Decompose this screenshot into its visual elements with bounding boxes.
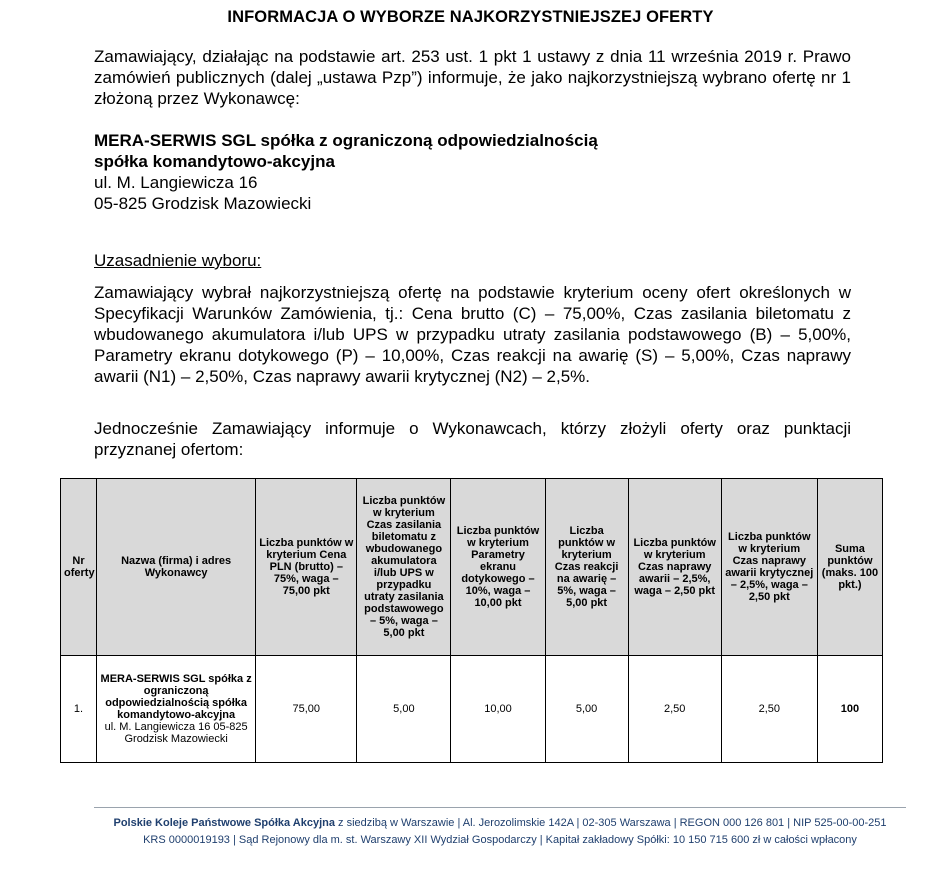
cell-repair-points: 2,50 <box>628 656 721 763</box>
footer-company-name: Polskie Koleje Państwowe Spółka Akcyjna <box>113 817 335 829</box>
table-row <box>61 656 883 763</box>
header-screen-points: Liczba punktów w kryterium Parametry ekranu dotykowego – 10%, waga – 10,00 pkt <box>451 479 545 656</box>
cell-screen-points: 10,00 <box>451 656 545 763</box>
contractor-name-line2: spółka komandytowo-akcyjna <box>94 152 335 171</box>
header-offer-number: Nr oferty <box>61 479 97 656</box>
footer-company-details: z siedzibą w Warszawie | Al. Jerozolimskie 142A | 02-305 Warszawa | REGON 000 126 801 | NIP 525-00-00-251 <box>335 817 887 829</box>
footer-line-1 <box>94 817 906 829</box>
footer-line-2: KRS 0000019193 | Sąd Rejonowy dla m. st. Warszawy XII Wydział Gospodarczy | Kapitał zakładowy Spółki: 10 150 715 600 zł w całości wpłacony <box>143 834 857 846</box>
contractor-street: ul. M. Langiewicza 16 <box>94 173 258 192</box>
header-price-points: Liczba punktów w kryterium Cena PLN (brutto) – 75%, waga – 75,00 pkt <box>256 479 357 656</box>
header-power-time-points: Liczba punktów w kryterium Czas zasilania biletomatu z wbudowanego akumulatora i/lub UPS w przypadku utraty zasilania podstawowego – 5%, waga – 5,00 pkt <box>357 479 451 656</box>
additional-paragraph: Jednocześnie Zamawiający informuje o Wykonawcach, którzy złożyli oferty oraz punktacji przyznanej ofertom: <box>94 419 851 459</box>
document-title: INFORMACJA O WYBORZE NAJKORZYSTNIEJSZEJ OFERTY <box>227 8 714 26</box>
header-reaction-points: Liczba punktów w kryterium Czas reakcji na awarię – 5%, waga – 5,00 pkt <box>545 479 628 656</box>
cell-total-points: 100 <box>817 656 882 763</box>
header-repair-points: Liczba punktów w kryterium Czas naprawy awarii – 2,5%, waga – 2,50 pkt <box>628 479 721 656</box>
cell-offer-number: 1. <box>61 656 97 763</box>
cell-contractor-address: ul. M. Langiewicza 16 05-825 Grodzisk Mazowiecki <box>104 721 248 745</box>
justification-paragraph: Zamawiający wybrał najkorzystniejszą ofertę na podstawie kryterium oceny ofert określonych w Specyfikacji Warunków Zamówienia, tj.: Cena brutto (C) – 75,00%, Czas zasilania biletomatu z wbudowanego akumulatora i/lub UPS w przypadku utraty zasilania podstawowego (B) – 5,00%, Parametry ekranu dotykowego (P) – 10,00%, Czas reakcji na awarię (S) – 5,00%, Czas naprawy awarii (N1) – 2,50%, Czas naprawy awarii krytycznej (N2) – 2,5%. <box>94 283 851 386</box>
header-critical-repair-points: Liczba punktów w kryterium Czas naprawy awarii krytycznej – 2,5%, waga – 2,50 pkt <box>721 479 817 656</box>
table-header-row <box>61 479 883 656</box>
intro-paragraph: Zamawiający, działając na podstawie art. 253 ust. 1 pkt 1 ustawy z dnia 11 września 2019 r. Prawo zamówień publicznych (dalej „ustawa Pzp”) informuje, że jako najkorzystniejszą wybrano ofertę nr 1 złożoną przez Wykonawcę: <box>94 47 851 108</box>
cell-price-points: 75,00 <box>256 656 357 763</box>
cell-contractor <box>97 656 256 763</box>
cell-power-time-points: 5,00 <box>357 656 451 763</box>
footer-divider <box>94 807 906 808</box>
cell-reaction-points: 5,00 <box>545 656 628 763</box>
contractor-city: 05-825 Grodzisk Mazowiecki <box>94 194 312 213</box>
cell-critical-repair-points: 2,50 <box>721 656 817 763</box>
header-contractor: Nazwa (firma) i adres Wykonawcy <box>97 479 256 656</box>
header-total-points: Suma punktów (maks. 100 pkt.) <box>817 479 882 656</box>
selected-contractor <box>94 130 854 214</box>
cell-contractor-name: MERA-SERWIS SGL spółka z ograniczoną odpowiedzialnością spółka komandytowo-akcyjna <box>100 673 252 721</box>
contractor-name-line1: MERA-SERWIS SGL spółka z ograniczoną odpowiedzialnością <box>94 131 598 150</box>
justification-heading: Uzasadnienie wyboru: <box>94 251 262 270</box>
offers-table <box>60 478 883 763</box>
